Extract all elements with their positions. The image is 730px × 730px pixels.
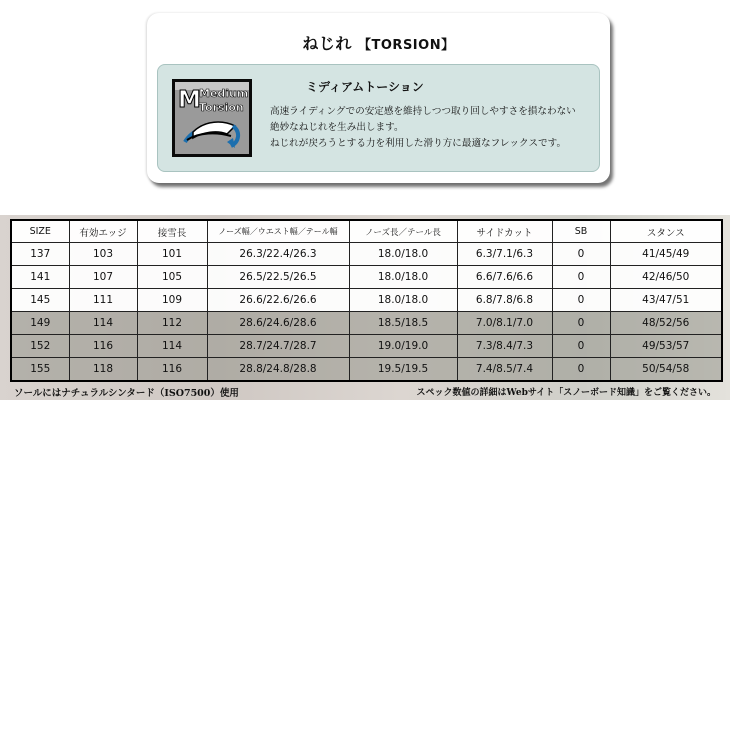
cell-contact: 101 xyxy=(137,243,207,266)
cell-sb: 0 xyxy=(552,358,610,382)
header-widths: ノーズ幅／ウエスト幅／テール幅 xyxy=(207,220,349,243)
table-row xyxy=(11,289,722,312)
cell-widths: 26.6/22.6/26.6 xyxy=(207,289,349,312)
cell-stance: 43/47/51 xyxy=(610,289,722,312)
description-line: 高速ライディングでの安定感を維持しつつ取り回しやすさを損なわない xyxy=(270,106,576,117)
table-row xyxy=(11,358,722,382)
torsion-description xyxy=(270,104,576,152)
cell-size: 152 xyxy=(11,335,69,358)
cell-size: 155 xyxy=(11,358,69,382)
cell-sidecut: 6.3/7.1/6.3 xyxy=(457,243,552,266)
cell-size: 145 xyxy=(11,289,69,312)
cell-contact: 114 xyxy=(137,335,207,358)
description-line: 絶妙なねじれを生み出します。 xyxy=(270,122,404,133)
sole-note: ソールにはナチュラルシンタード（ISO7500）使用 xyxy=(14,388,239,399)
header-size: SIZE xyxy=(11,220,69,243)
cell-widths: 26.3/22.4/26.3 xyxy=(207,243,349,266)
cell-sidecut: 7.4/8.5/7.4 xyxy=(457,358,552,382)
cell-widths: 26.5/22.5/26.5 xyxy=(207,266,349,289)
cell-widths: 28.6/24.6/28.6 xyxy=(207,312,349,335)
torsion-card xyxy=(147,13,610,183)
cell-size: 137 xyxy=(11,243,69,266)
badge-word-1: Medium xyxy=(199,87,249,100)
cell-sb: 0 xyxy=(552,243,610,266)
table-row xyxy=(11,312,722,335)
cell-size: 141 xyxy=(11,266,69,289)
header-nose-tail-length: ノーズ長／テール長 xyxy=(349,220,457,243)
cell-sidecut: 7.3/8.4/7.3 xyxy=(457,335,552,358)
header-effective-edge: 有効エッジ xyxy=(69,220,137,243)
cell-contact: 105 xyxy=(137,266,207,289)
table-row xyxy=(11,335,722,358)
cell-nose-tail: 18.0/18.0 xyxy=(349,266,457,289)
cell-stance: 50/54/58 xyxy=(610,358,722,382)
cell-stance: 42/46/50 xyxy=(610,266,722,289)
cell-edge: 103 xyxy=(69,243,137,266)
spec-detail-note: スペック数値の詳細はWebサイト「スノーボード知識」をご覧ください。 xyxy=(416,388,716,398)
cell-size: 149 xyxy=(11,312,69,335)
description-line: ねじれが戻ろうとする力を利用した滑り方に最適なフレックスです。 xyxy=(270,138,567,149)
cell-sb: 0 xyxy=(552,289,610,312)
header-contact-length: 接雪長 xyxy=(137,220,207,243)
cell-sidecut: 6.6/7.6/6.6 xyxy=(457,266,552,289)
cell-stance: 49/53/57 xyxy=(610,335,722,358)
cell-sb: 0 xyxy=(552,266,610,289)
cell-edge: 118 xyxy=(69,358,137,382)
cell-nose-tail: 18.0/18.0 xyxy=(349,243,457,266)
cell-edge: 116 xyxy=(69,335,137,358)
header-stance: スタンス xyxy=(610,220,722,243)
spec-table xyxy=(10,219,723,382)
cell-nose-tail: 19.0/19.0 xyxy=(349,335,457,358)
cell-sidecut: 7.0/8.1/7.0 xyxy=(457,312,552,335)
table-row xyxy=(11,243,722,266)
cell-nose-tail: 19.5/19.5 xyxy=(349,358,457,382)
torsion-title xyxy=(147,31,610,54)
table-row xyxy=(11,266,722,289)
cell-edge: 107 xyxy=(69,266,137,289)
cell-sb: 0 xyxy=(552,312,610,335)
medium-torsion-icon xyxy=(172,79,252,157)
cell-contact: 112 xyxy=(137,312,207,335)
torsion-subtitle: ミディアムトーション xyxy=(306,80,424,94)
cell-sidecut: 6.8/7.8/6.8 xyxy=(457,289,552,312)
cell-edge: 111 xyxy=(69,289,137,312)
cell-nose-tail: 18.5/18.5 xyxy=(349,312,457,335)
header-sb: SB xyxy=(552,220,610,243)
cell-widths: 28.7/24.7/28.7 xyxy=(207,335,349,358)
table-header-row xyxy=(11,220,722,243)
cell-edge: 114 xyxy=(69,312,137,335)
header-sidecut: サイドカット xyxy=(457,220,552,243)
cell-sb: 0 xyxy=(552,335,610,358)
svg-text:M: M xyxy=(178,87,201,113)
torsion-info-panel xyxy=(157,64,600,172)
cell-contact: 116 xyxy=(137,358,207,382)
cell-nose-tail: 18.0/18.0 xyxy=(349,289,457,312)
torsion-title-en: 【TORSION】 xyxy=(358,38,455,53)
cell-stance: 48/52/56 xyxy=(610,312,722,335)
cell-contact: 109 xyxy=(137,289,207,312)
cell-stance: 41/45/49 xyxy=(610,243,722,266)
badge-word-2: Torsion xyxy=(199,101,244,114)
cell-widths: 28.8/24.8/28.8 xyxy=(207,358,349,382)
torsion-title-ja: ねじれ xyxy=(302,34,352,53)
